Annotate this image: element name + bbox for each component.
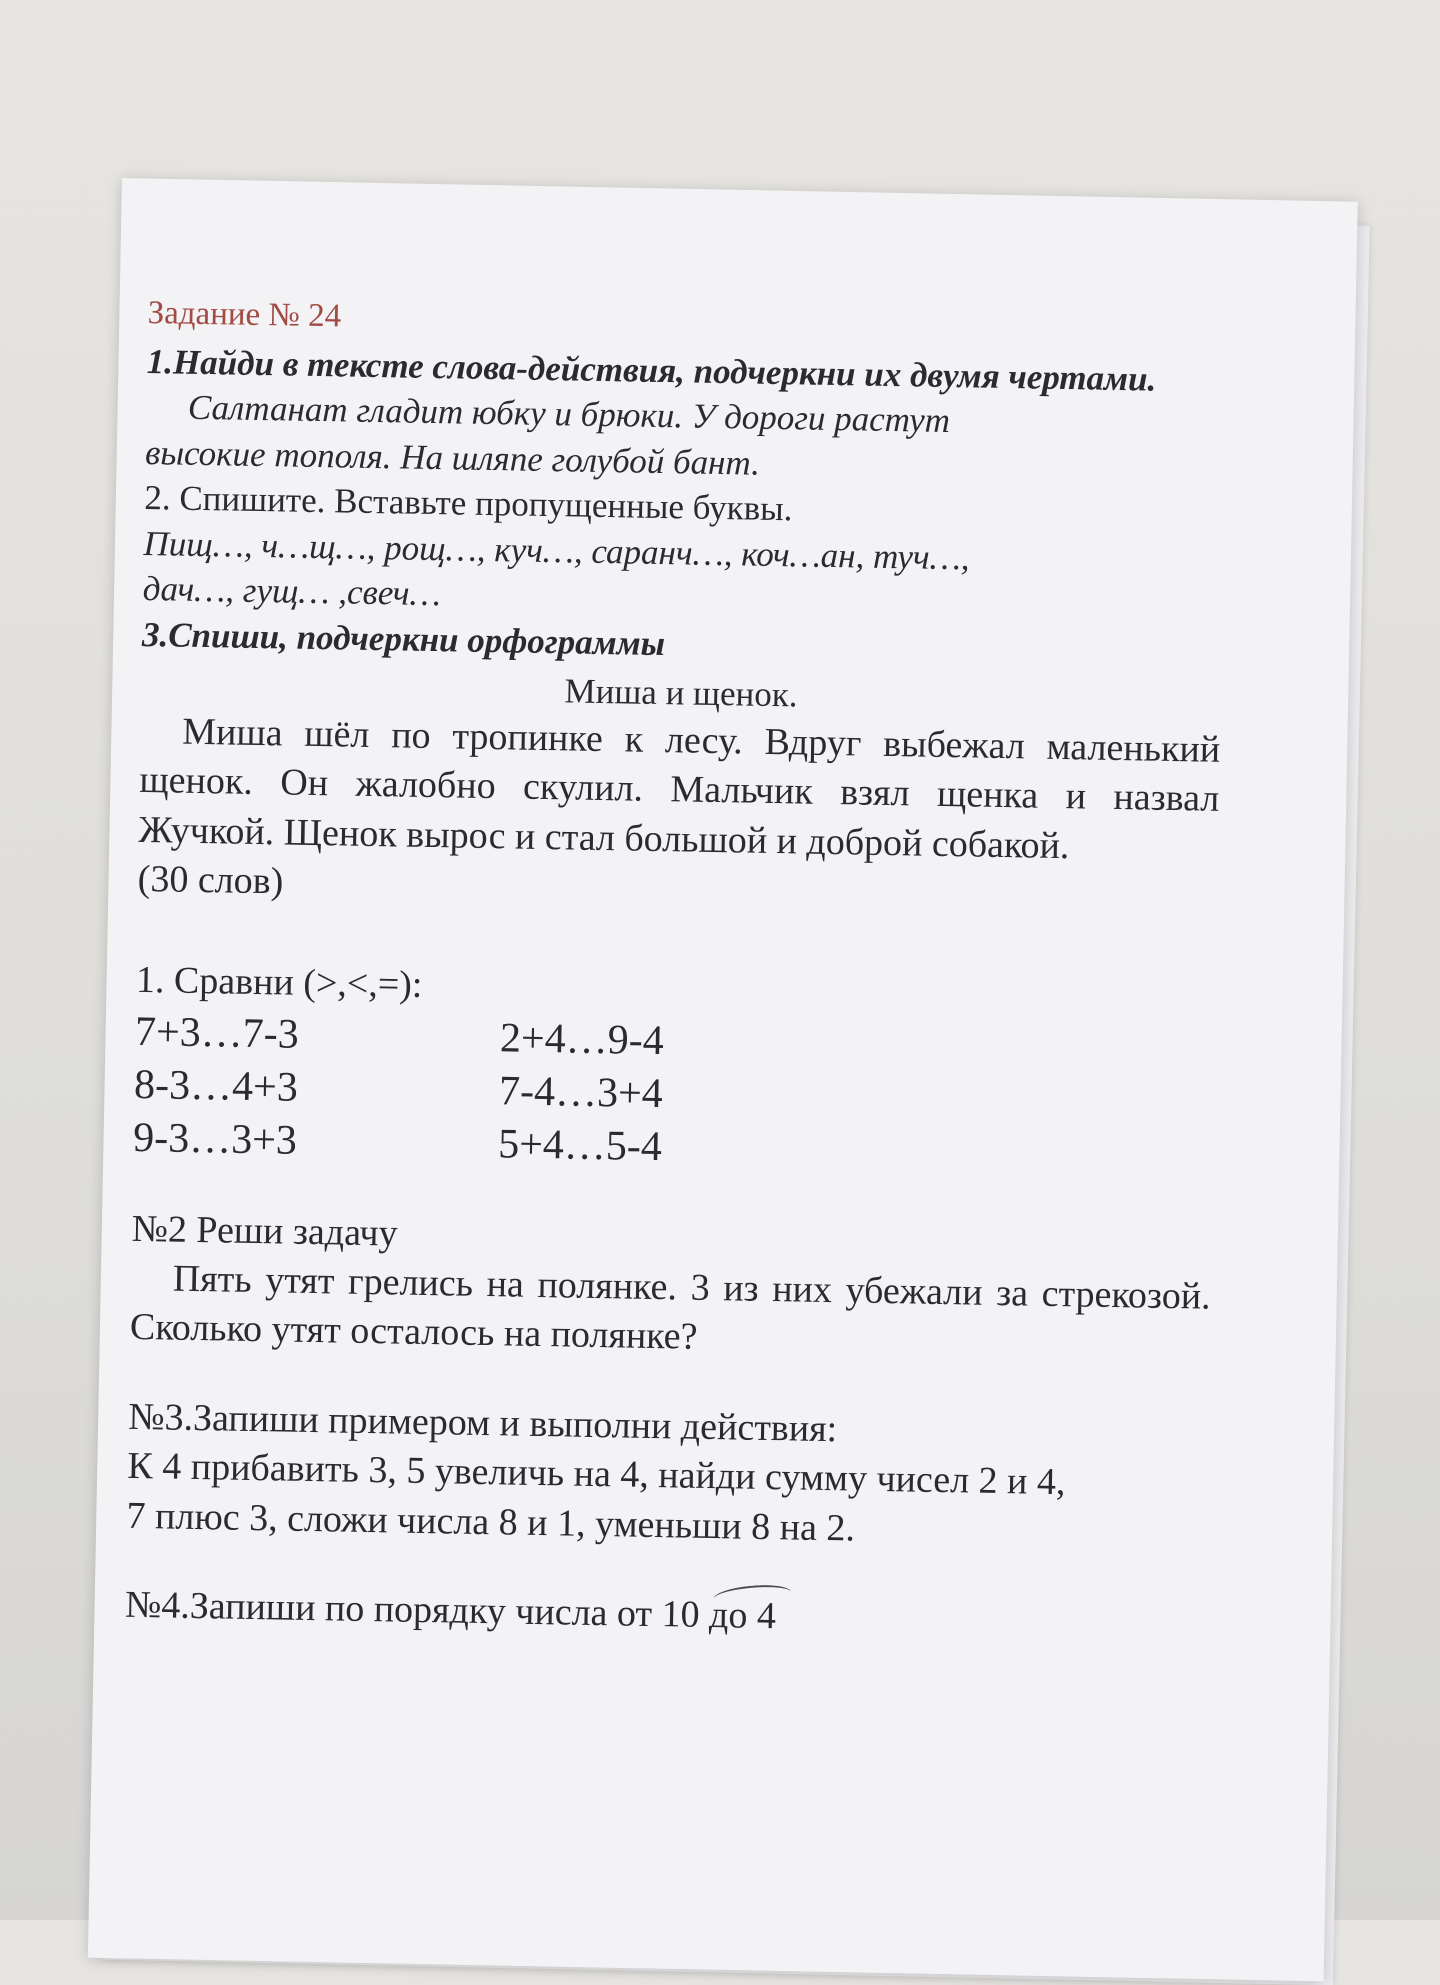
story-word-count: (30 слов) bbox=[137, 857, 284, 903]
math4-heading-start: №4.Запиши по порядку числа от bbox=[124, 1583, 662, 1636]
math2-text: Пять утят грелись на полянке. 3 из них убежали за стрекозой. Сколько утят осталось на полянке? bbox=[129, 1257, 1211, 1359]
task1-text-line2: высокие тополя. На шляпе голубой бант. bbox=[144, 432, 761, 483]
task1-heading: 1.Найди в тексте слова-действия, подчеркни их двумя чертами. bbox=[146, 341, 1157, 399]
comparison-left: 8-3…4+3 bbox=[133, 1061, 299, 1111]
worksheet-content bbox=[125, 292, 1228, 1649]
comparison-left: 9-3…3+3 bbox=[132, 1114, 298, 1164]
math4-middle: до bbox=[699, 1593, 758, 1637]
math2-heading: №2 Реши задачу bbox=[131, 1207, 399, 1255]
comparison-left: 7+3…7-3 bbox=[134, 1008, 300, 1058]
task-title: Задание № 24 bbox=[147, 294, 342, 335]
math1-heading: 1. Сравни (>,<,=): bbox=[135, 959, 423, 1007]
math3-line1: К 4 прибавить 3, 5 увеличь на 4, найди сумму чисел 2 и 4, bbox=[127, 1444, 1066, 1504]
task2-heading: 2. Спишите. Вставьте пропущенные буквы. bbox=[144, 478, 793, 529]
math3-line2: 7 плюс 3, сложи числа 8 и 1, уменьши 8 на 2. bbox=[126, 1494, 856, 1550]
comparison-list bbox=[133, 1006, 1216, 1184]
comparison-right: 2+4…9-4 bbox=[499, 1015, 665, 1064]
task1-text-line1: Салтанат гладит юбку и брюки. У дороги растут bbox=[187, 388, 951, 441]
story-text: Миша шёл по тропинке к лесу. Вдруг выбежал маленький щенок. Он жалобно скулил. Мальчик взял щенка и назвал Жучкой. Щенок вырос и стал большой и доброй собакой. bbox=[138, 710, 1221, 867]
task3-heading: 3.Спиши, подчеркни орфограммы bbox=[141, 614, 666, 663]
task2-words-line1: Пищ…, ч…щ…, рощ…, куч…, саранч…, коч…ан, туч…, bbox=[143, 523, 970, 578]
story-title: Миша и щенок. bbox=[564, 671, 798, 715]
math3-heading: №3.Запиши примером и выполни действия: bbox=[128, 1395, 838, 1450]
math4-number-to: 4 bbox=[756, 1594, 777, 1638]
task2-words-line2: дач…, гущ… ,свеч… bbox=[142, 569, 442, 614]
math4-number-from: 10 bbox=[661, 1593, 700, 1636]
comparison-right: 7-4…3+4 bbox=[498, 1068, 664, 1117]
comparison-right: 5+4…5-4 bbox=[497, 1120, 663, 1170]
